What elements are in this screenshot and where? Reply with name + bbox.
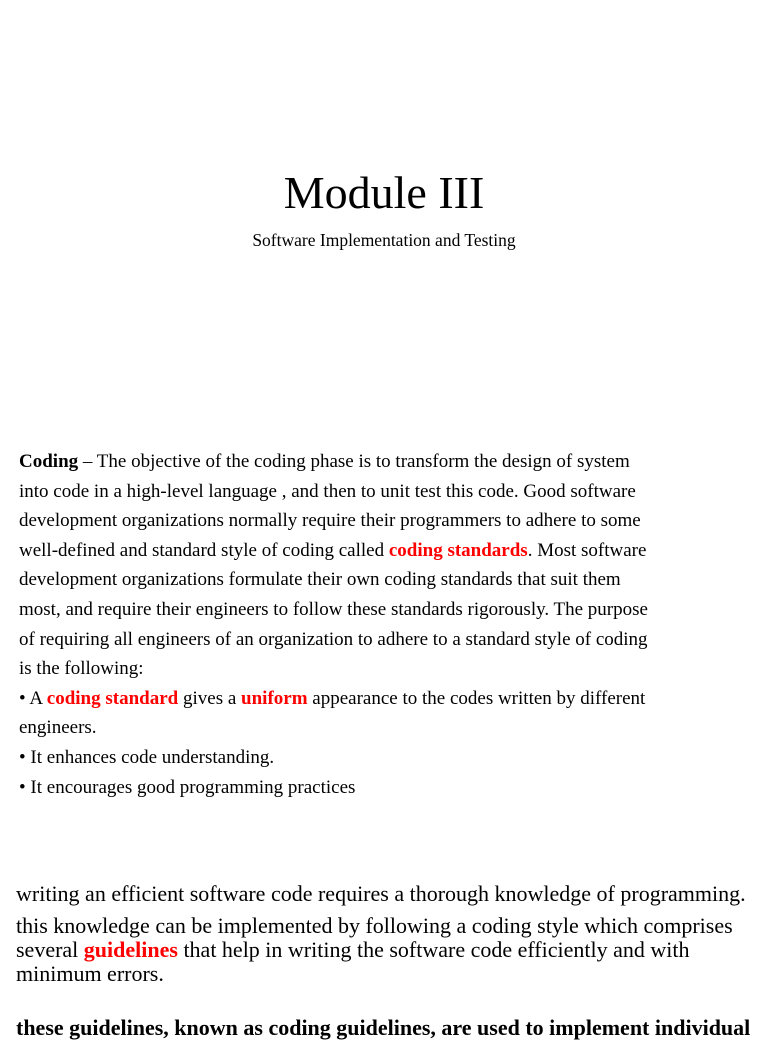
bullet-item-uniform: [19, 684, 659, 743]
coding-intro-part2: . Most software development organizations formulate their own coding standards that suit them most, and require their engineers to follow these standards rigorously. The purpose of requiring all engineers of an organization to adhere to a standard style of coding is the following:: [19, 539, 648, 680]
bullet1-mid: gives a: [178, 687, 242, 709]
bullet-item-practices: • It encourages good programming practices: [19, 776, 356, 798]
highlight-coding-standard: coding standard: [46, 687, 179, 709]
highlight-uniform: uniform: [241, 687, 308, 709]
para2-prefix: this knowledge can be implemented by following a coding style which comprises several: [16, 913, 733, 962]
bottom-section: [16, 882, 756, 994]
slide-subtitle: Software Implementation and Testing: [252, 230, 516, 250]
bullet1-suffix: appearance to the codes written by different engineers.: [19, 687, 646, 739]
bullet1-prefix: • A: [19, 687, 47, 709]
cut-off-text-line: [16, 1015, 756, 1040]
highlight-guidelines: guidelines: [83, 937, 178, 962]
coding-section: [19, 447, 659, 802]
coding-intro-paragraph: [19, 447, 659, 684]
bottom-paragraph-1: writing an efficient software code requires a thorough knowledge of programming.: [16, 881, 746, 906]
cut-off-text: these guidelines, known as coding guidelines, are used to implement individual: [16, 1015, 751, 1040]
bullet-item-understanding: • It enhances code understanding.: [19, 746, 275, 768]
purpose-bullet-list: [19, 684, 659, 802]
highlight-coding-standards: coding standards: [388, 539, 528, 561]
coding-intro-part1: – The objective of the coding phase is to transform the design of system into code in a high-level language , and then to unit test this code. Good software development organizations normally require their programmers to adhere to some well-defined and standard style of coding called: [19, 451, 641, 561]
bottom-paragraph-2: [16, 914, 756, 986]
para2-suffix: that help in writing the software code efficiently and with minimum errors.: [16, 937, 690, 986]
coding-term: Coding: [19, 451, 79, 472]
slide-title: Module III: [283, 167, 485, 218]
